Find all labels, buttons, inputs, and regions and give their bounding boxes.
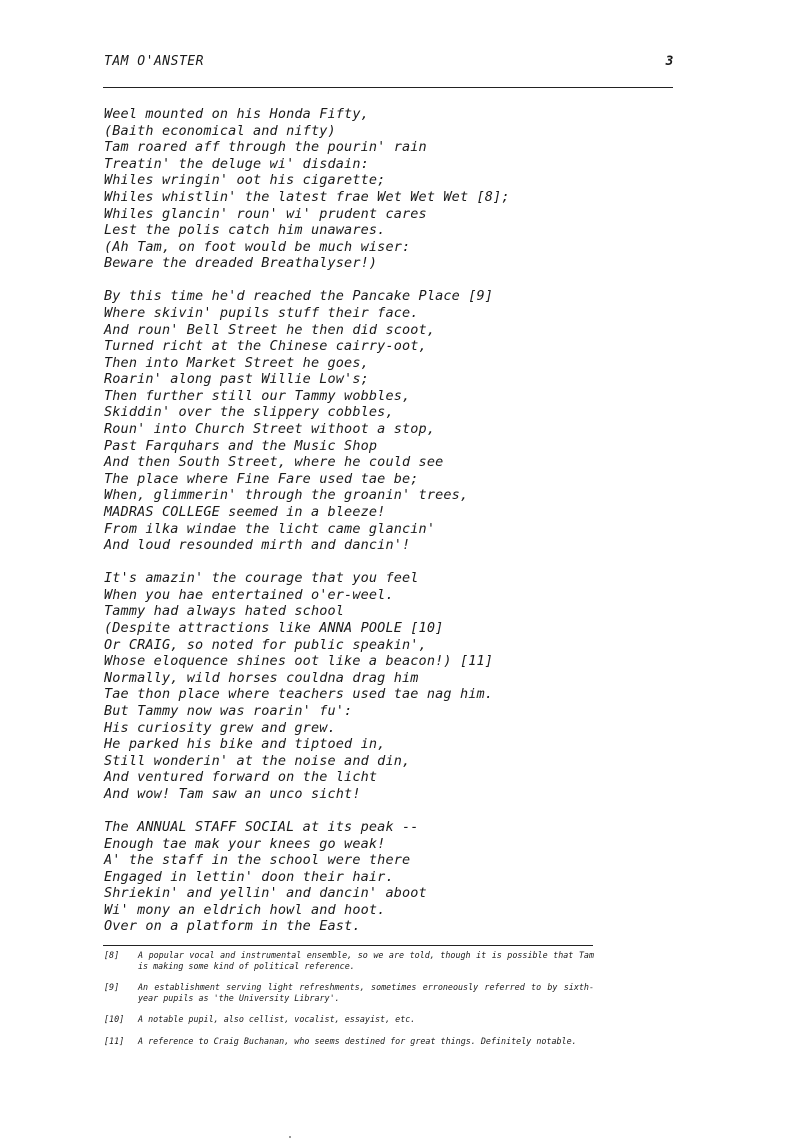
poem-line: Roun' into Church Street withoot a stop, bbox=[104, 421, 436, 438]
poem-line: And then South Street, where he could see bbox=[104, 454, 444, 471]
poem-line: Whose eloquence shines oot like a beacon!) [11] bbox=[104, 653, 494, 670]
stanza bbox=[104, 819, 664, 935]
poem-line: He parked his bike and tiptoed in, bbox=[104, 736, 386, 753]
footnote-rule bbox=[103, 945, 593, 946]
stanza bbox=[104, 288, 664, 554]
poem-line: Treatin' the deluge wi' disdain: bbox=[104, 155, 369, 172]
poem-line: Enough tae mak your knees go weak! bbox=[104, 835, 386, 852]
poem-line: It's amazin' the courage that you feel bbox=[104, 570, 419, 587]
poem-line: Weel mounted on his Honda Fifty, bbox=[104, 106, 369, 122]
footnote-number: [8] bbox=[104, 950, 120, 960]
footnote bbox=[104, 1036, 594, 1047]
poem-line: And wow! Tam saw an unco sicht! bbox=[104, 785, 361, 802]
footnote-number: [11] bbox=[104, 1035, 125, 1046]
poem-line: Roarin' along past Willie Low's; bbox=[104, 371, 369, 388]
poem-line: Tam roared aff through the pourin' rain bbox=[104, 139, 427, 156]
footnote bbox=[104, 1014, 594, 1025]
footnote-text: An establishment serving light refreshments, sometimes erroneously referred to by sixth-year pupils as 'the University Library'. bbox=[138, 982, 594, 1003]
poem-line: Past Farquhars and the Music Shop bbox=[104, 437, 378, 454]
poem-line: And ventured forward on the licht bbox=[104, 769, 378, 786]
footnotes bbox=[104, 950, 594, 1058]
poem-line: But Tammy now was roarin' fu': bbox=[104, 702, 353, 719]
poem-line: MADRAS COLLEGE seemed in a bleeze! bbox=[104, 504, 386, 521]
poem-line: Turned richt at the Chinese cairry-oot, bbox=[104, 338, 427, 355]
poem-body bbox=[104, 106, 664, 951]
poem-line: Lest the polis catch him unawares. bbox=[104, 222, 386, 239]
footnote-number: [9] bbox=[104, 982, 120, 993]
poem-line: Normally, wild horses couldna drag him bbox=[104, 669, 419, 686]
poem-line: A' the staff in the school were there bbox=[104, 852, 411, 869]
header-rule bbox=[103, 87, 673, 88]
poem-line: And roun' Bell Street he then did scoot, bbox=[104, 321, 436, 338]
poem-line: Skiddin' over the slippery cobbles, bbox=[104, 404, 394, 421]
stanza bbox=[104, 570, 664, 802]
poem-line: Beware the dreaded Breathalyser!) bbox=[104, 255, 378, 272]
poem-line: Shriekin' and yellin' and dancin' aboot bbox=[104, 885, 427, 902]
scan-speck bbox=[289, 1136, 291, 1138]
poem-line: Then into Market Street he goes, bbox=[104, 354, 369, 371]
footnote bbox=[104, 950, 594, 971]
stanza bbox=[104, 106, 664, 272]
footnote-text: A popular vocal and instrumental ensemble, so we are told, though it is possible that Tam is making some kind of political reference. bbox=[138, 950, 594, 971]
poem-line: Tae thon place where teachers used tae nag him. bbox=[104, 686, 494, 703]
poem-line: Wi' mony an eldrich howl and hoot. bbox=[104, 901, 386, 918]
poem-line: The place where Fine Fare used tae be; bbox=[104, 470, 419, 487]
footnote bbox=[104, 982, 594, 1003]
poem-line: Or CRAIG, so noted for public speakin', bbox=[104, 636, 427, 653]
poem-line: Still wonderin' at the noise and din, bbox=[104, 752, 411, 769]
poem-line: By this time he'd reached the Pancake Place [9] bbox=[104, 288, 494, 305]
poem-line: Tammy had always hated school bbox=[104, 603, 345, 620]
footnote-text: A reference to Craig Buchanan, who seems destined for great things. Definitely notable. bbox=[138, 1035, 577, 1046]
poem-line: And loud resounded mirth and dancin'! bbox=[104, 537, 411, 554]
poem-line: The ANNUAL STAFF SOCIAL at its peak -- bbox=[104, 818, 419, 835]
poem-line: When you hae entertained o'er-weel. bbox=[104, 586, 394, 603]
poem-line: Whiles wringin' oot his cigarette; bbox=[104, 172, 386, 189]
poem-line: (Despite attractions like ANNA POOLE [10] bbox=[104, 620, 444, 636]
footnote-number: [10] bbox=[104, 1014, 125, 1025]
poem-line: Whiles whistlin' the latest frae Wet Wet Wet [8]; bbox=[104, 188, 510, 205]
poem-line: When, glimmerin' through the groanin' trees, bbox=[104, 487, 469, 504]
page-header bbox=[104, 54, 674, 74]
poem-line: Over on a platform in the East. bbox=[104, 918, 361, 935]
footnote-text: A notable pupil, also cellist, vocalist, essayist, etc. bbox=[138, 1014, 416, 1025]
poem-line: (Baith economical and nifty) bbox=[104, 122, 336, 139]
poem-line: Where skivin' pupils stuff their face. bbox=[104, 304, 419, 321]
page-number: 3 bbox=[665, 54, 674, 69]
poem-line: Engaged in lettin' doon their hair. bbox=[104, 868, 394, 885]
poem-line: Whiles glancin' roun' wi' prudent cares bbox=[104, 205, 427, 222]
page-title: TAM O'ANSTER bbox=[104, 54, 204, 69]
poem-line: (Ah Tam, on foot would be much wiser: bbox=[104, 238, 411, 255]
poem-line: His curiosity grew and grew. bbox=[104, 719, 336, 736]
poem-line: Then further still our Tammy wobbles, bbox=[104, 387, 411, 404]
poem-line: From ilka windae the licht came glancin' bbox=[104, 520, 436, 537]
